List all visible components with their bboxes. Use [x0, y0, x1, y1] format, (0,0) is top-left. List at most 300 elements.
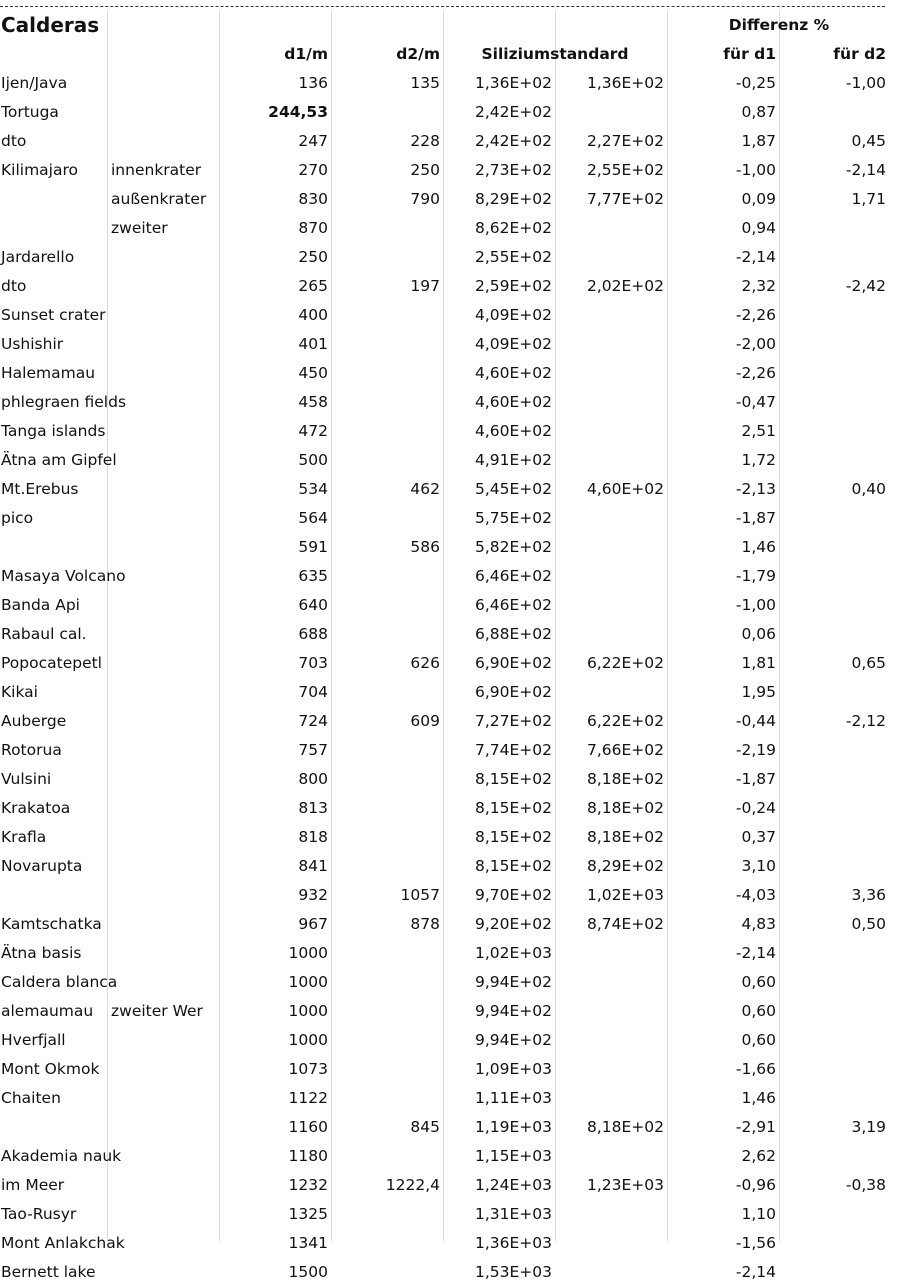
silizium-d1-cell[interactable]: 2,42E+02	[474, 103, 552, 121]
diff-d1-cell[interactable]: -2,14	[735, 248, 776, 266]
diff-d2-cell[interactable]	[779, 765, 899, 793]
d1-cell[interactable]: 250	[298, 248, 328, 266]
silizium-d2-cell[interactable]: 1,23E+03	[586, 1176, 664, 1194]
silizium-d1-cell[interactable]: 1,02E+03	[474, 944, 552, 962]
silizium-d1-cell[interactable]: 4,09E+02	[474, 335, 552, 353]
d1-cell[interactable]: 813	[298, 799, 328, 817]
d2-cell[interactable]	[331, 1084, 443, 1112]
silizium-d2-cell[interactable]	[555, 533, 667, 561]
d2-cell[interactable]	[331, 388, 443, 416]
name-cell[interactable]: Tao-Rusyr	[1, 1205, 77, 1223]
silizium-d2-cell[interactable]	[555, 1229, 667, 1257]
diff-d1-cell[interactable]: -2,26	[735, 306, 776, 324]
silizium-d2-cell[interactable]: 4,60E+02	[586, 480, 664, 498]
silizium-d1-cell[interactable]: 8,29E+02	[474, 190, 552, 208]
name-cell[interactable]: Kilimajaro	[1, 161, 79, 179]
d2-cell[interactable]	[331, 330, 443, 358]
diff-d1-cell[interactable]: 3,10	[741, 857, 776, 875]
diff-d2-cell[interactable]	[779, 1258, 899, 1286]
name-cell[interactable]: Krakatoa	[1, 799, 71, 817]
d2-cell[interactable]	[331, 359, 443, 387]
d2-cell[interactable]: 250	[410, 161, 440, 179]
name-cell[interactable]: Akademia nauk	[1, 1147, 122, 1165]
d2-cell[interactable]	[331, 562, 443, 590]
diff-d2-cell[interactable]	[779, 243, 899, 271]
sub-cell[interactable]	[107, 1171, 219, 1199]
diff-d1-cell[interactable]: 0,94	[741, 219, 776, 237]
diff-d1-cell[interactable]: -1,79	[735, 567, 776, 585]
silizium-d1-cell[interactable]: 5,75E+02	[474, 509, 552, 527]
name-cell[interactable]: dto	[1, 132, 27, 150]
diff-d2-cell[interactable]	[779, 504, 899, 532]
silizium-d2-cell[interactable]	[555, 1026, 667, 1054]
sub-cell[interactable]	[107, 1142, 219, 1170]
d2-cell[interactable]	[331, 446, 443, 474]
sub-cell[interactable]	[107, 1113, 219, 1141]
sub-cell[interactable]	[107, 446, 219, 474]
d1-cell[interactable]: 458	[298, 393, 328, 411]
diff-d2-cell[interactable]	[779, 794, 899, 822]
silizium-d1-cell[interactable]: 1,24E+03	[474, 1176, 552, 1194]
silizium-d2-cell[interactable]: 8,18E+02	[586, 799, 664, 817]
name-cell[interactable]: Masaya Volcano	[1, 567, 126, 585]
silizium-d2-cell[interactable]	[555, 997, 667, 1025]
diff-d2-cell[interactable]	[779, 823, 899, 851]
name-cell[interactable]	[0, 533, 107, 561]
silizium-d1-cell[interactable]: 6,88E+02	[474, 625, 552, 643]
d2-cell[interactable]: 878	[410, 915, 440, 933]
d2-cell[interactable]: 197	[410, 277, 440, 295]
d2-cell[interactable]	[331, 1229, 443, 1257]
sub-cell[interactable]: außenkrater	[111, 190, 207, 208]
silizium-d1-cell[interactable]: 6,46E+02	[474, 596, 552, 614]
diff-d1-cell[interactable]: 1,46	[741, 1089, 776, 1107]
silizium-d1-cell[interactable]: 5,82E+02	[474, 538, 552, 556]
d1-cell[interactable]: 472	[298, 422, 328, 440]
diff-d1-cell[interactable]: -1,66	[735, 1060, 776, 1078]
silizium-d1-cell[interactable]: 6,90E+02	[474, 654, 552, 672]
silizium-d2-cell[interactable]: 2,27E+02	[586, 132, 664, 150]
d1-cell[interactable]: 1160	[288, 1118, 328, 1136]
diff-d1-cell[interactable]: 0,60	[741, 1002, 776, 1020]
name-cell[interactable]: Sunset crater	[1, 306, 106, 324]
diff-d1-cell[interactable]: 1,46	[741, 538, 776, 556]
d1-cell[interactable]: 270	[298, 161, 328, 179]
diff-d2-cell[interactable]	[779, 591, 899, 619]
d2-cell[interactable]	[331, 765, 443, 793]
empty-cell[interactable]	[0, 40, 107, 68]
silizium-d2-cell[interactable]	[555, 968, 667, 996]
d1-cell[interactable]: 450	[298, 364, 328, 382]
silizium-d2-cell[interactable]: 8,29E+02	[586, 857, 664, 875]
silizium-d2-cell[interactable]	[555, 417, 667, 445]
silizium-d1-cell[interactable]: 8,15E+02	[474, 857, 552, 875]
empty-cell[interactable]	[219, 11, 331, 39]
d1-cell[interactable]: 932	[298, 886, 328, 904]
silizium-d2-cell[interactable]	[555, 359, 667, 387]
silizium-d2-cell[interactable]	[555, 330, 667, 358]
silizium-d2-cell[interactable]: 1,36E+02	[586, 74, 664, 92]
d1-cell[interactable]: 757	[298, 741, 328, 759]
silizium-d1-cell[interactable]: 7,74E+02	[474, 741, 552, 759]
silizium-d2-cell[interactable]: 2,02E+02	[586, 277, 664, 295]
sub-cell[interactable]	[107, 678, 219, 706]
silizium-d2-cell[interactable]: 8,18E+02	[586, 770, 664, 788]
sub-cell[interactable]	[107, 736, 219, 764]
d1-cell[interactable]: 534	[298, 480, 328, 498]
name-cell[interactable]	[0, 214, 107, 242]
d2-cell[interactable]: 790	[410, 190, 440, 208]
diff-d2-cell[interactable]	[779, 1142, 899, 1170]
diff-d1-cell[interactable]: 2,51	[741, 422, 776, 440]
diff-d1-cell[interactable]: -2,14	[735, 1263, 776, 1281]
d2-cell[interactable]	[331, 678, 443, 706]
diff-d1-cell[interactable]: -1,87	[735, 770, 776, 788]
diff-d2-cell[interactable]	[779, 1200, 899, 1228]
name-cell[interactable]: Novarupta	[1, 857, 83, 875]
d2-cell[interactable]: 135	[410, 74, 440, 92]
diff-d2-cell[interactable]	[779, 98, 899, 126]
diff-d2-cell[interactable]	[779, 620, 899, 648]
diff-d1-cell[interactable]: -1,00	[735, 596, 776, 614]
d1-cell[interactable]: 400	[298, 306, 328, 324]
silizium-d1-cell[interactable]: 1,36E+03	[474, 1234, 552, 1252]
d2-cell[interactable]	[331, 823, 443, 851]
diff-d1-cell[interactable]: 1,10	[741, 1205, 776, 1223]
d2-cell[interactable]	[331, 939, 443, 967]
name-cell[interactable]: phlegraen fields	[1, 393, 127, 411]
silizium-d2-cell[interactable]: 8,18E+02	[586, 828, 664, 846]
silizium-d1-cell[interactable]: 2,73E+02	[474, 161, 552, 179]
name-cell[interactable]: im Meer	[1, 1176, 65, 1194]
empty-cell[interactable]	[443, 11, 555, 39]
name-cell[interactable]: alemaumau	[1, 1002, 94, 1020]
sub-cell[interactable]	[107, 1229, 219, 1257]
name-cell[interactable]: Mt.Erebus	[1, 480, 79, 498]
name-cell[interactable]: pico	[1, 509, 34, 527]
d2-cell[interactable]	[331, 736, 443, 764]
sub-cell[interactable]: zweiter Wer	[111, 1002, 203, 1020]
name-cell[interactable]: Hverfjall	[1, 1031, 66, 1049]
name-cell[interactable]	[0, 185, 107, 213]
diff-d1-cell[interactable]: 0,87	[741, 103, 776, 121]
silizium-d1-cell[interactable]: 9,94E+02	[474, 1002, 552, 1020]
d2-cell[interactable]: 228	[410, 132, 440, 150]
d1-cell[interactable]: 640	[298, 596, 328, 614]
d1-cell[interactable]: 1325	[288, 1205, 328, 1223]
name-cell[interactable]: Rabaul cal.	[1, 625, 87, 643]
diff-d2-cell[interactable]	[779, 446, 899, 474]
name-cell[interactable]: Bernett lake	[1, 1263, 96, 1281]
sub-cell[interactable]	[107, 359, 219, 387]
silizium-d1-cell[interactable]: 5,45E+02	[474, 480, 552, 498]
d1-header[interactable]: d1/m	[284, 45, 328, 63]
silizium-d1-cell[interactable]: 8,15E+02	[474, 828, 552, 846]
d1-cell[interactable]: 703	[298, 654, 328, 672]
sub-cell[interactable]	[107, 98, 219, 126]
silizium-d1-cell[interactable]: 4,91E+02	[474, 451, 552, 469]
name-cell[interactable]: Auberge	[1, 712, 67, 730]
d2-cell[interactable]	[331, 214, 443, 242]
d2-cell[interactable]	[331, 1200, 443, 1228]
silizium-d1-cell[interactable]: 1,19E+03	[474, 1118, 552, 1136]
diff-d2-cell[interactable]	[779, 214, 899, 242]
sub-cell[interactable]	[107, 533, 219, 561]
silizium-d2-cell[interactable]	[555, 301, 667, 329]
diff-d1-cell[interactable]: 4,83	[741, 915, 776, 933]
silizium-d1-cell[interactable]: 2,55E+02	[474, 248, 552, 266]
silizium-d1-cell[interactable]: 4,60E+02	[474, 393, 552, 411]
name-cell[interactable]: Mont Anlakchak	[1, 1234, 125, 1252]
diff-d1-cell[interactable]: -0,25	[735, 74, 776, 92]
d1-cell[interactable]: 1232	[288, 1176, 328, 1194]
silizium-d2-cell[interactable]: 6,22E+02	[586, 712, 664, 730]
d2-cell[interactable]	[331, 504, 443, 532]
diff-d1-cell[interactable]: 2,32	[741, 277, 776, 295]
diff-d1-cell[interactable]: 1,87	[741, 132, 776, 150]
diff-d2-cell[interactable]: 0,50	[851, 915, 886, 933]
sub-cell[interactable]	[107, 1084, 219, 1112]
silizium-d2-cell[interactable]	[555, 620, 667, 648]
diff-d2-cell[interactable]	[779, 562, 899, 590]
name-cell[interactable]: Vulsini	[1, 770, 52, 788]
diff-d1-cell[interactable]: -2,26	[735, 364, 776, 382]
diff-d2-cell[interactable]: -2,12	[845, 712, 886, 730]
diff-d1-cell[interactable]: 2,62	[741, 1147, 776, 1165]
d2-header[interactable]: d2/m	[396, 45, 440, 63]
d1-cell[interactable]: 136	[298, 74, 328, 92]
diff-d2-cell[interactable]	[779, 359, 899, 387]
silizium-d1-cell[interactable]: 7,27E+02	[474, 712, 552, 730]
diff-d1-cell[interactable]: -1,56	[735, 1234, 776, 1252]
d1-cell[interactable]: 1180	[288, 1147, 328, 1165]
diff-d2-cell[interactable]: 0,45	[851, 132, 886, 150]
d2-cell[interactable]: 1222,4	[385, 1176, 440, 1194]
diff-d1-cell[interactable]: -2,14	[735, 944, 776, 962]
diff-d1-cell[interactable]: 1,81	[741, 654, 776, 672]
d1-cell[interactable]: 704	[298, 683, 328, 701]
sub-cell[interactable]	[107, 1200, 219, 1228]
d1-cell[interactable]: 244,53	[268, 103, 328, 121]
silizium-d1-cell[interactable]: 1,11E+03	[474, 1089, 552, 1107]
diff-d1-cell[interactable]: -2,00	[735, 335, 776, 353]
diff-d2-cell[interactable]: 3,19	[851, 1118, 886, 1136]
sub-cell[interactable]	[107, 301, 219, 329]
sub-cell[interactable]	[107, 881, 219, 909]
name-cell[interactable]: Kikai	[1, 683, 38, 701]
silizium-d1-cell[interactable]: 4,09E+02	[474, 306, 552, 324]
name-cell[interactable]	[0, 881, 107, 909]
d2-cell[interactable]	[331, 794, 443, 822]
sub-cell[interactable]	[107, 852, 219, 880]
sub-cell[interactable]	[107, 939, 219, 967]
d1-cell[interactable]: 1341	[288, 1234, 328, 1252]
d2-cell[interactable]	[331, 852, 443, 880]
silizium-d1-cell[interactable]: 8,15E+02	[474, 799, 552, 817]
silizium-d2-cell[interactable]	[555, 446, 667, 474]
diff-d1-cell[interactable]: 1,95	[741, 683, 776, 701]
diff-d1-cell[interactable]: -1,00	[735, 161, 776, 179]
d1-cell[interactable]: 564	[298, 509, 328, 527]
d1-cell[interactable]: 401	[298, 335, 328, 353]
sub-cell[interactable]	[107, 794, 219, 822]
diff-d2-cell[interactable]	[779, 1084, 899, 1112]
d2-cell[interactable]: 462	[410, 480, 440, 498]
silizium-d2-cell[interactable]	[555, 504, 667, 532]
diff-d1-cell[interactable]: -0,47	[735, 393, 776, 411]
diff-d1-cell[interactable]: -2,13	[735, 480, 776, 498]
silizium-d2-cell[interactable]	[555, 591, 667, 619]
sub-cell[interactable]	[107, 243, 219, 271]
d1-cell[interactable]: 800	[298, 770, 328, 788]
sub-cell[interactable]	[107, 562, 219, 590]
d2-cell[interactable]: 1057	[400, 886, 440, 904]
diff-d2-cell[interactable]	[779, 852, 899, 880]
silizium-d2-cell[interactable]	[555, 214, 667, 242]
differenz-header[interactable]: Differenz %	[728, 16, 830, 34]
d2-cell[interactable]	[331, 301, 443, 329]
empty-cell[interactable]	[107, 40, 219, 68]
d2-cell[interactable]: 845	[410, 1118, 440, 1136]
silizium-d2-cell[interactable]	[555, 1200, 667, 1228]
d2-cell[interactable]	[331, 591, 443, 619]
silizium-d2-cell[interactable]: 7,77E+02	[586, 190, 664, 208]
silizium-d2-cell[interactable]	[555, 1084, 667, 1112]
silizium-d1-cell[interactable]: 4,60E+02	[474, 422, 552, 440]
d1-cell[interactable]: 830	[298, 190, 328, 208]
name-cell[interactable]: Ätna am Gipfel	[1, 451, 117, 469]
fuer-d2-header[interactable]: für d2	[833, 45, 886, 63]
d1-cell[interactable]: 247	[298, 132, 328, 150]
silizium-d2-cell[interactable]: 8,18E+02	[586, 1118, 664, 1136]
name-cell[interactable]: Tanga islands	[1, 422, 106, 440]
silizium-d2-cell[interactable]: 8,74E+02	[586, 915, 664, 933]
name-cell[interactable]: Mont Okmok	[1, 1060, 100, 1078]
diff-d2-cell[interactable]: 0,65	[851, 654, 886, 672]
sub-cell[interactable]: zweiter	[111, 219, 168, 237]
sub-cell[interactable]	[107, 910, 219, 938]
diff-d1-cell[interactable]: 0,37	[741, 828, 776, 846]
silizium-d2-cell[interactable]: 2,55E+02	[586, 161, 664, 179]
diff-d2-cell[interactable]	[779, 301, 899, 329]
d1-cell[interactable]: 870	[298, 219, 328, 237]
name-cell[interactable]: Popocatepetl	[1, 654, 102, 672]
d2-cell[interactable]	[331, 997, 443, 1025]
diff-d2-cell[interactable]: -0,38	[845, 1176, 886, 1194]
name-cell[interactable]: Jardarello	[1, 248, 75, 266]
diff-d2-cell[interactable]	[779, 1229, 899, 1257]
d1-cell[interactable]: 1000	[288, 1031, 328, 1049]
sub-cell[interactable]	[107, 417, 219, 445]
silizium-d1-cell[interactable]: 1,53E+03	[474, 1263, 552, 1281]
diff-d1-cell[interactable]: -2,19	[735, 741, 776, 759]
name-cell[interactable]: Banda Api	[1, 596, 80, 614]
empty-cell[interactable]	[107, 11, 219, 39]
silizium-d2-cell[interactable]	[555, 1258, 667, 1286]
diff-d1-cell[interactable]: -0,24	[735, 799, 776, 817]
sub-cell[interactable]	[107, 823, 219, 851]
silizium-d2-cell[interactable]	[555, 388, 667, 416]
silizium-d1-cell[interactable]: 8,62E+02	[474, 219, 552, 237]
d1-cell[interactable]: 635	[298, 567, 328, 585]
sub-cell[interactable]	[107, 272, 219, 300]
silizium-d2-cell[interactable]: 6,22E+02	[586, 654, 664, 672]
d1-cell[interactable]: 967	[298, 915, 328, 933]
silizium-d1-cell[interactable]: 2,42E+02	[474, 132, 552, 150]
diff-d2-cell[interactable]	[779, 939, 899, 967]
diff-d2-cell[interactable]: 0,40	[851, 480, 886, 498]
d1-cell[interactable]: 591	[298, 538, 328, 556]
d1-cell[interactable]: 688	[298, 625, 328, 643]
diff-d2-cell[interactable]	[779, 330, 899, 358]
diff-d2-cell[interactable]	[779, 968, 899, 996]
d2-cell[interactable]	[331, 1258, 443, 1286]
diff-d1-cell[interactable]: -4,03	[735, 886, 776, 904]
silizium-d1-cell[interactable]: 1,09E+03	[474, 1060, 552, 1078]
d2-cell[interactable]	[331, 1055, 443, 1083]
name-cell[interactable]: Rotorua	[1, 741, 62, 759]
d1-cell[interactable]: 1500	[288, 1263, 328, 1281]
d1-cell[interactable]: 724	[298, 712, 328, 730]
silizium-d1-cell[interactable]: 1,36E+02	[474, 74, 552, 92]
silizium-d1-cell[interactable]: 4,60E+02	[474, 364, 552, 382]
silizium-d2-cell[interactable]: 1,02E+03	[586, 886, 664, 904]
diff-d1-cell[interactable]: 0,60	[741, 973, 776, 991]
name-cell[interactable]: Ätna basis	[1, 944, 82, 962]
silizium-d2-cell[interactable]	[555, 678, 667, 706]
silizium-d2-cell[interactable]	[555, 243, 667, 271]
diff-d1-cell[interactable]: 0,60	[741, 1031, 776, 1049]
diff-d1-cell[interactable]: 0,09	[741, 190, 776, 208]
d1-cell[interactable]: 1000	[288, 944, 328, 962]
silizium-d2-cell[interactable]	[555, 1142, 667, 1170]
silizium-d1-cell[interactable]: 6,90E+02	[474, 683, 552, 701]
silizium-d1-cell[interactable]: 6,46E+02	[474, 567, 552, 585]
d2-cell[interactable]	[331, 620, 443, 648]
d2-cell[interactable]: 609	[410, 712, 440, 730]
d1-cell[interactable]: 1122	[288, 1089, 328, 1107]
silizium-d1-cell[interactable]: 8,15E+02	[474, 770, 552, 788]
sub-cell[interactable]	[107, 127, 219, 155]
diff-d1-cell[interactable]: -0,44	[735, 712, 776, 730]
diff-d2-cell[interactable]: -2,42	[845, 277, 886, 295]
d1-cell[interactable]: 818	[298, 828, 328, 846]
name-cell[interactable]: Kamtschatka	[1, 915, 102, 933]
diff-d1-cell[interactable]: -2,91	[735, 1118, 776, 1136]
silizium-d1-cell[interactable]: 1,31E+03	[474, 1205, 552, 1223]
d2-cell[interactable]	[331, 243, 443, 271]
silizium-d2-cell[interactable]	[555, 98, 667, 126]
d2-cell[interactable]: 586	[410, 538, 440, 556]
name-cell[interactable]: Tortuga	[1, 103, 59, 121]
empty-cell[interactable]	[331, 11, 443, 39]
diff-d2-cell[interactable]	[779, 388, 899, 416]
table-title[interactable]: Calderas	[1, 13, 100, 37]
diff-d2-cell[interactable]: -2,14	[845, 161, 886, 179]
sub-cell[interactable]	[107, 504, 219, 532]
sub-cell[interactable]	[107, 649, 219, 677]
d2-cell[interactable]	[331, 968, 443, 996]
sub-cell[interactable]	[107, 765, 219, 793]
fuer-d1-header[interactable]: für d1	[723, 45, 776, 63]
d1-cell[interactable]: 1000	[288, 973, 328, 991]
silizium-d1-cell[interactable]: 9,94E+02	[474, 1031, 552, 1049]
sub-cell[interactable]	[107, 388, 219, 416]
sub-cell[interactable]	[107, 69, 219, 97]
diff-d2-cell[interactable]	[779, 1055, 899, 1083]
d1-cell[interactable]: 265	[298, 277, 328, 295]
sub-cell[interactable]	[107, 1026, 219, 1054]
